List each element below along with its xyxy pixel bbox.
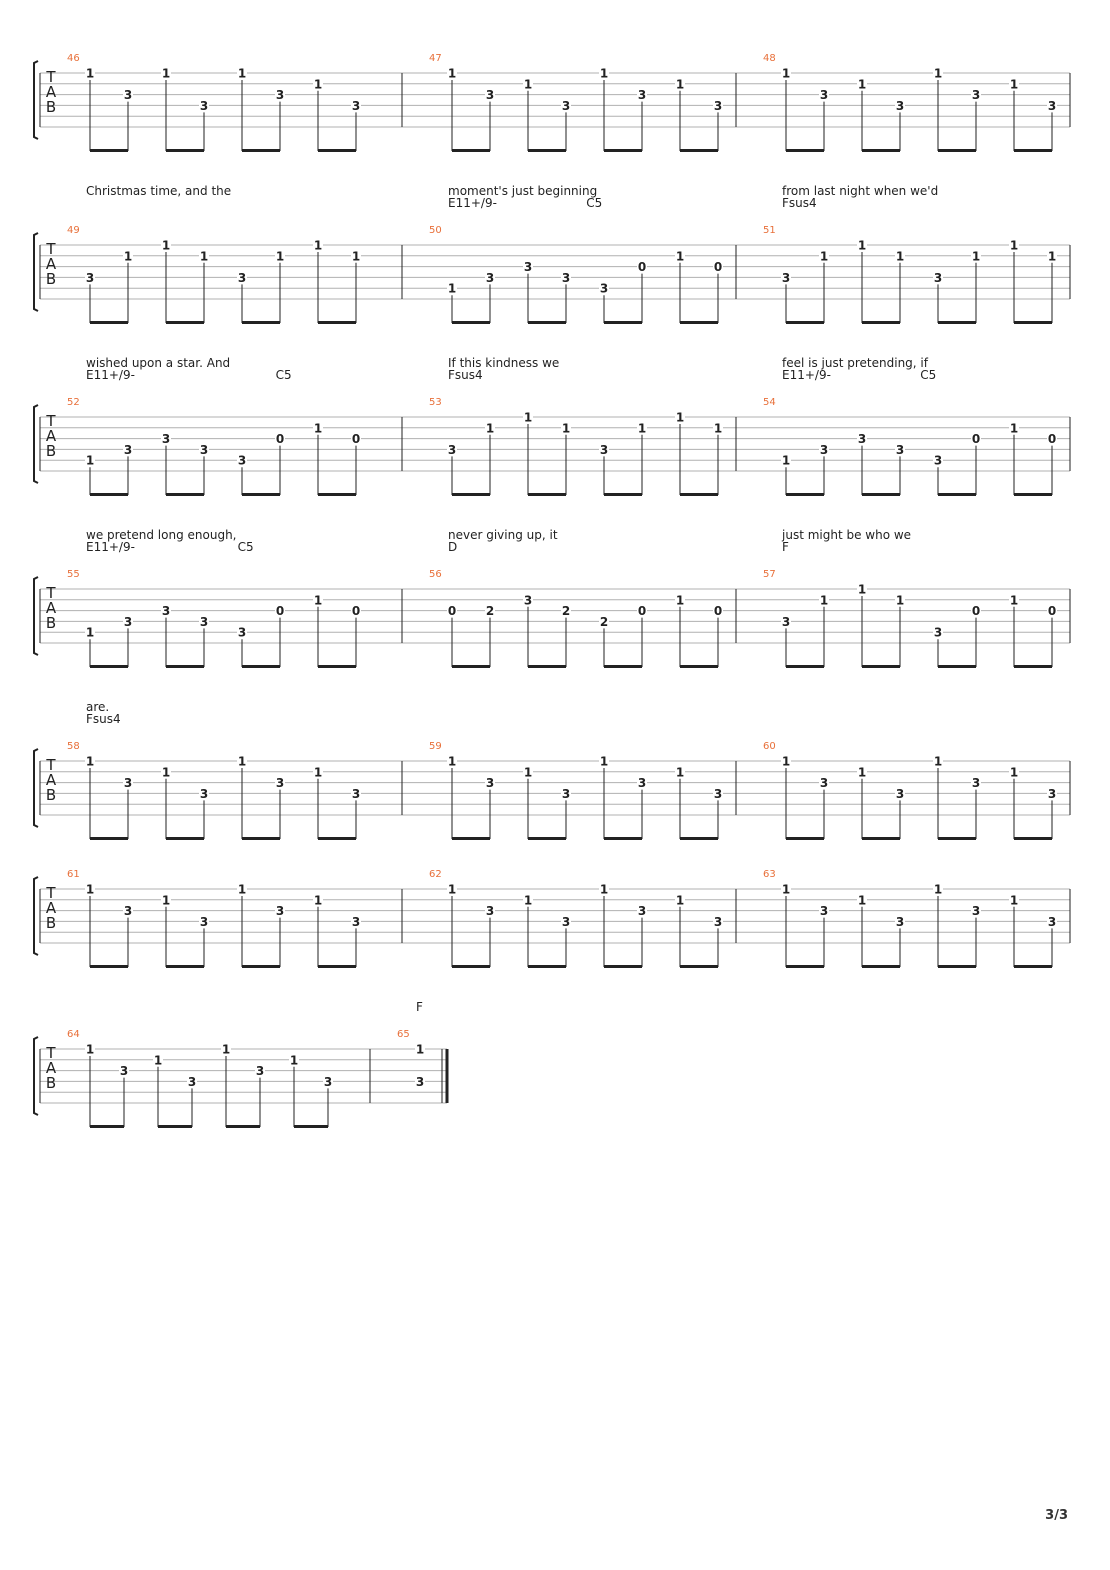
fret-number: 2 bbox=[599, 614, 609, 629]
tab-clef-t: T bbox=[46, 884, 56, 902]
fret-number: 1 bbox=[637, 421, 647, 436]
measure-number: 47 bbox=[429, 53, 442, 64]
fret-number: 1 bbox=[523, 77, 533, 92]
measure-number: 55 bbox=[67, 569, 80, 580]
fret-number: 1 bbox=[895, 249, 905, 264]
fret-number: 3 bbox=[237, 453, 247, 468]
measure-number: 56 bbox=[429, 569, 442, 580]
chord-name: C5 bbox=[920, 368, 937, 382]
fret-number: 1 bbox=[523, 410, 533, 425]
fret-number: 1 bbox=[857, 765, 867, 780]
fret-number: 1 bbox=[933, 66, 943, 81]
fret-number: 3 bbox=[1047, 786, 1057, 801]
fret-number: 1 bbox=[313, 593, 323, 608]
fret-number: 3 bbox=[895, 786, 905, 801]
fret-number: 1 bbox=[895, 593, 905, 608]
tab-clef-b: B bbox=[45, 442, 57, 460]
chord-name: Fsus4 bbox=[782, 196, 817, 210]
tab-clef-t: T bbox=[46, 68, 56, 86]
fret-number: 1 bbox=[447, 281, 457, 296]
measure-number: 46 bbox=[67, 53, 80, 64]
tab-clef-t: T bbox=[46, 240, 56, 258]
lyric-text: wished upon a star. And bbox=[86, 356, 231, 370]
fret-number: 1 bbox=[351, 249, 361, 264]
fret-number: 0 bbox=[447, 604, 457, 619]
fret-number: 3 bbox=[323, 1074, 333, 1089]
measure-number: 49 bbox=[67, 225, 80, 236]
tab-system bbox=[34, 528, 1070, 667]
fret-number: 0 bbox=[275, 604, 285, 619]
fret-number: 3 bbox=[561, 786, 571, 801]
fret-number: 1 bbox=[561, 421, 571, 436]
fret-number: 0 bbox=[351, 432, 361, 447]
fret-number: 3 bbox=[237, 270, 247, 285]
fret-number: 3 bbox=[485, 88, 495, 103]
fret-number: 3 bbox=[713, 786, 723, 801]
fret-number: 1 bbox=[237, 754, 247, 769]
system-bracket bbox=[34, 233, 38, 311]
measure-number: 51 bbox=[763, 225, 776, 236]
tab-system bbox=[34, 184, 1070, 323]
fret-number: 1 bbox=[1009, 238, 1019, 253]
fret-number: 1 bbox=[523, 893, 533, 908]
fret-number: 3 bbox=[123, 904, 133, 919]
fret-number: 1 bbox=[781, 754, 791, 769]
lyric-text: moment's just beginning bbox=[448, 184, 598, 198]
fret-number: 3 bbox=[971, 776, 981, 791]
fret-number: 3 bbox=[275, 88, 285, 103]
fret-number: 1 bbox=[1047, 249, 1057, 264]
chord-name: F bbox=[416, 1000, 423, 1014]
fret-number: 1 bbox=[313, 238, 323, 253]
fret-number: 1 bbox=[447, 754, 457, 769]
fret-number: 0 bbox=[351, 604, 361, 619]
fret-number: 3 bbox=[561, 270, 571, 285]
fret-number: 3 bbox=[933, 270, 943, 285]
fret-number: 1 bbox=[675, 765, 685, 780]
chord-name: D bbox=[448, 540, 458, 554]
fret-number: 1 bbox=[85, 453, 95, 468]
fret-number: 1 bbox=[161, 66, 171, 81]
measure-number: 62 bbox=[429, 869, 442, 880]
fret-number: 1 bbox=[781, 453, 791, 468]
fret-number: 3 bbox=[255, 1064, 265, 1079]
lyric-text: from last night when we'd bbox=[782, 184, 939, 198]
fret-number: 1 bbox=[599, 882, 609, 897]
fret-number: 1 bbox=[857, 582, 867, 597]
fret-number: 0 bbox=[275, 432, 285, 447]
fret-number: 1 bbox=[313, 893, 323, 908]
chord-name: E11+/9- bbox=[782, 368, 831, 382]
lyric-text: are. bbox=[86, 700, 110, 714]
tab-clef-b: B bbox=[45, 1074, 57, 1092]
lyric-text: Christmas time, and the bbox=[86, 184, 232, 198]
system-bracket bbox=[34, 749, 38, 827]
fret-number: 1 bbox=[675, 249, 685, 264]
fret-number: 1 bbox=[485, 421, 495, 436]
system-bracket bbox=[34, 405, 38, 483]
fret-number: 1 bbox=[819, 593, 829, 608]
measure-number: 52 bbox=[67, 397, 80, 408]
fret-number: 3 bbox=[351, 914, 361, 929]
lyric-text: never giving up, it bbox=[448, 528, 558, 542]
fret-number: 0 bbox=[1047, 432, 1057, 447]
fret-number: 1 bbox=[819, 249, 829, 264]
fret-number: 3 bbox=[187, 1074, 197, 1089]
fret-number: 1 bbox=[971, 249, 981, 264]
fret-number: 1 bbox=[857, 893, 867, 908]
fret-number: 2 bbox=[561, 604, 571, 619]
measure-number: 54 bbox=[763, 397, 776, 408]
fret-number: 1 bbox=[85, 625, 95, 640]
measure-number: 61 bbox=[67, 869, 80, 880]
fret-number: 3 bbox=[933, 625, 943, 640]
fret-number: 1 bbox=[415, 1042, 425, 1057]
fret-number: 1 bbox=[313, 421, 323, 436]
fret-number: 1 bbox=[289, 1053, 299, 1068]
fret-number: 3 bbox=[781, 270, 791, 285]
tab-clef-b: B bbox=[45, 270, 57, 288]
fret-number: 3 bbox=[123, 776, 133, 791]
measure-number: 63 bbox=[763, 869, 776, 880]
fret-number: 1 bbox=[275, 249, 285, 264]
fret-number: 3 bbox=[485, 904, 495, 919]
fret-number: 3 bbox=[85, 270, 95, 285]
fret-number: 1 bbox=[161, 893, 171, 908]
fret-number: 3 bbox=[599, 442, 609, 457]
chord-name: E11+/9- bbox=[86, 540, 135, 554]
fret-number: 3 bbox=[819, 776, 829, 791]
fret-number: 3 bbox=[199, 614, 209, 629]
fret-number: 1 bbox=[1009, 893, 1019, 908]
tab-clef-b: B bbox=[45, 614, 57, 632]
fret-number: 3 bbox=[819, 442, 829, 457]
fret-number: 3 bbox=[447, 442, 457, 457]
fret-number: 3 bbox=[415, 1074, 425, 1089]
tab-clef-b: B bbox=[45, 786, 57, 804]
measure-number: 58 bbox=[67, 741, 80, 752]
fret-number: 3 bbox=[199, 442, 209, 457]
lyric-text: just might be who we bbox=[782, 528, 912, 542]
fret-number: 3 bbox=[819, 904, 829, 919]
fret-number: 3 bbox=[199, 98, 209, 113]
fret-number: 3 bbox=[123, 442, 133, 457]
tab-clef-b: B bbox=[45, 98, 57, 116]
fret-number: 1 bbox=[1009, 421, 1019, 436]
fret-number: 0 bbox=[713, 260, 723, 275]
chord-name: Fsus4 bbox=[86, 712, 121, 726]
system-bracket bbox=[34, 1037, 38, 1115]
fret-number: 3 bbox=[275, 904, 285, 919]
fret-number: 1 bbox=[933, 882, 943, 897]
fret-number: 0 bbox=[637, 604, 647, 619]
fret-number: 0 bbox=[971, 432, 981, 447]
chord-name: C5 bbox=[586, 196, 603, 210]
tab-system bbox=[34, 1000, 447, 1127]
tab-clef-a: A bbox=[45, 427, 57, 445]
tab-clef-t: T bbox=[46, 412, 56, 430]
tab-clef-a: A bbox=[45, 771, 57, 789]
fret-number: 3 bbox=[123, 88, 133, 103]
measure-number: 60 bbox=[763, 741, 776, 752]
fret-number: 3 bbox=[895, 442, 905, 457]
measure-number: 59 bbox=[429, 741, 442, 752]
measure-number: 64 bbox=[67, 1029, 80, 1040]
chord-name: Fsus4 bbox=[448, 368, 483, 382]
fret-number: 1 bbox=[1009, 765, 1019, 780]
fret-number: 1 bbox=[447, 66, 457, 81]
tab-clef-a: A bbox=[45, 899, 57, 917]
fret-number: 1 bbox=[1009, 77, 1019, 92]
fret-number: 1 bbox=[161, 765, 171, 780]
tab-clef-a: A bbox=[45, 255, 57, 273]
measure-number: 65 bbox=[397, 1029, 410, 1040]
lyric-text: If this kindness we bbox=[448, 356, 560, 370]
lyric-text: we pretend long enough, bbox=[86, 528, 237, 542]
tab-clef-b: B bbox=[45, 914, 57, 932]
fret-number: 1 bbox=[599, 66, 609, 81]
system-bracket bbox=[34, 61, 38, 139]
fret-number: 3 bbox=[637, 904, 647, 919]
fret-number: 3 bbox=[161, 604, 171, 619]
measure-number: 57 bbox=[763, 569, 776, 580]
fret-number: 0 bbox=[713, 604, 723, 619]
fret-number: 1 bbox=[153, 1053, 163, 1068]
measure-number: 50 bbox=[429, 225, 442, 236]
tab-system bbox=[34, 356, 1070, 495]
fret-number: 0 bbox=[637, 260, 647, 275]
fret-number: 1 bbox=[85, 882, 95, 897]
fret-number: 1 bbox=[237, 66, 247, 81]
fret-number: 1 bbox=[675, 893, 685, 908]
fret-number: 3 bbox=[161, 432, 171, 447]
fret-number: 1 bbox=[237, 882, 247, 897]
measure-number: 53 bbox=[429, 397, 442, 408]
tab-clef-t: T bbox=[46, 584, 56, 602]
tab-system bbox=[34, 53, 1070, 151]
fret-number: 3 bbox=[1047, 914, 1057, 929]
fret-number: 3 bbox=[123, 614, 133, 629]
tab-system bbox=[34, 700, 1070, 839]
fret-number: 3 bbox=[781, 614, 791, 629]
fret-number: 1 bbox=[199, 249, 209, 264]
tab-clef-a: A bbox=[45, 83, 57, 101]
fret-number: 3 bbox=[561, 98, 571, 113]
fret-number: 3 bbox=[485, 776, 495, 791]
fret-number: 0 bbox=[1047, 604, 1057, 619]
fret-number: 1 bbox=[675, 593, 685, 608]
fret-number: 3 bbox=[523, 593, 533, 608]
fret-number: 1 bbox=[781, 66, 791, 81]
chord-name: E11+/9- bbox=[86, 368, 135, 382]
fret-number: 3 bbox=[485, 270, 495, 285]
fret-number: 3 bbox=[599, 281, 609, 296]
fret-number: 3 bbox=[237, 625, 247, 640]
fret-number: 1 bbox=[85, 66, 95, 81]
tab-clef-a: A bbox=[45, 599, 57, 617]
fret-number: 3 bbox=[713, 98, 723, 113]
fret-number: 3 bbox=[971, 88, 981, 103]
fret-number: 1 bbox=[221, 1042, 231, 1057]
page-number: 3/3 bbox=[1045, 1508, 1068, 1523]
fret-number: 1 bbox=[85, 1042, 95, 1057]
fret-number: 3 bbox=[637, 776, 647, 791]
fret-number: 1 bbox=[933, 754, 943, 769]
fret-number: 3 bbox=[523, 260, 533, 275]
tab-clef-t: T bbox=[46, 1044, 56, 1062]
fret-number: 3 bbox=[895, 914, 905, 929]
fret-number: 3 bbox=[637, 88, 647, 103]
system-bracket bbox=[34, 577, 38, 655]
fret-number: 3 bbox=[819, 88, 829, 103]
fret-number: 1 bbox=[713, 421, 723, 436]
fret-number: 3 bbox=[119, 1064, 129, 1079]
fret-number: 1 bbox=[599, 754, 609, 769]
fret-number: 1 bbox=[447, 882, 457, 897]
fret-number: 3 bbox=[895, 98, 905, 113]
measure-number: 48 bbox=[763, 53, 776, 64]
fret-number: 1 bbox=[523, 765, 533, 780]
fret-number: 1 bbox=[857, 77, 867, 92]
fret-number: 3 bbox=[561, 914, 571, 929]
fret-number: 3 bbox=[857, 432, 867, 447]
tab-system bbox=[34, 869, 1070, 967]
fret-number: 3 bbox=[1047, 98, 1057, 113]
tab-clef-t: T bbox=[46, 756, 56, 774]
system-bracket bbox=[34, 877, 38, 955]
chord-name: C5 bbox=[275, 368, 292, 382]
chord-name: E11+/9- bbox=[448, 196, 497, 210]
fret-number: 1 bbox=[313, 765, 323, 780]
fret-number: 3 bbox=[933, 453, 943, 468]
chord-name: F bbox=[782, 540, 789, 554]
fret-number: 3 bbox=[713, 914, 723, 929]
fret-number: 1 bbox=[85, 754, 95, 769]
fret-number: 1 bbox=[1009, 593, 1019, 608]
fret-number: 3 bbox=[199, 914, 209, 929]
fret-number: 3 bbox=[199, 786, 209, 801]
fret-number: 2 bbox=[485, 604, 495, 619]
fret-number: 1 bbox=[781, 882, 791, 897]
tab-clef-a: A bbox=[45, 1059, 57, 1077]
fret-number: 3 bbox=[971, 904, 981, 919]
fret-number: 1 bbox=[313, 77, 323, 92]
fret-number: 1 bbox=[675, 77, 685, 92]
fret-number: 3 bbox=[351, 786, 361, 801]
chord-name: C5 bbox=[237, 540, 254, 554]
fret-number: 1 bbox=[123, 249, 133, 264]
fret-number: 1 bbox=[857, 238, 867, 253]
lyric-text: feel is just pretending, if bbox=[782, 356, 928, 370]
fret-number: 1 bbox=[675, 410, 685, 425]
fret-number: 1 bbox=[161, 238, 171, 253]
fret-number: 3 bbox=[275, 776, 285, 791]
fret-number: 3 bbox=[351, 98, 361, 113]
fret-number: 0 bbox=[971, 604, 981, 619]
